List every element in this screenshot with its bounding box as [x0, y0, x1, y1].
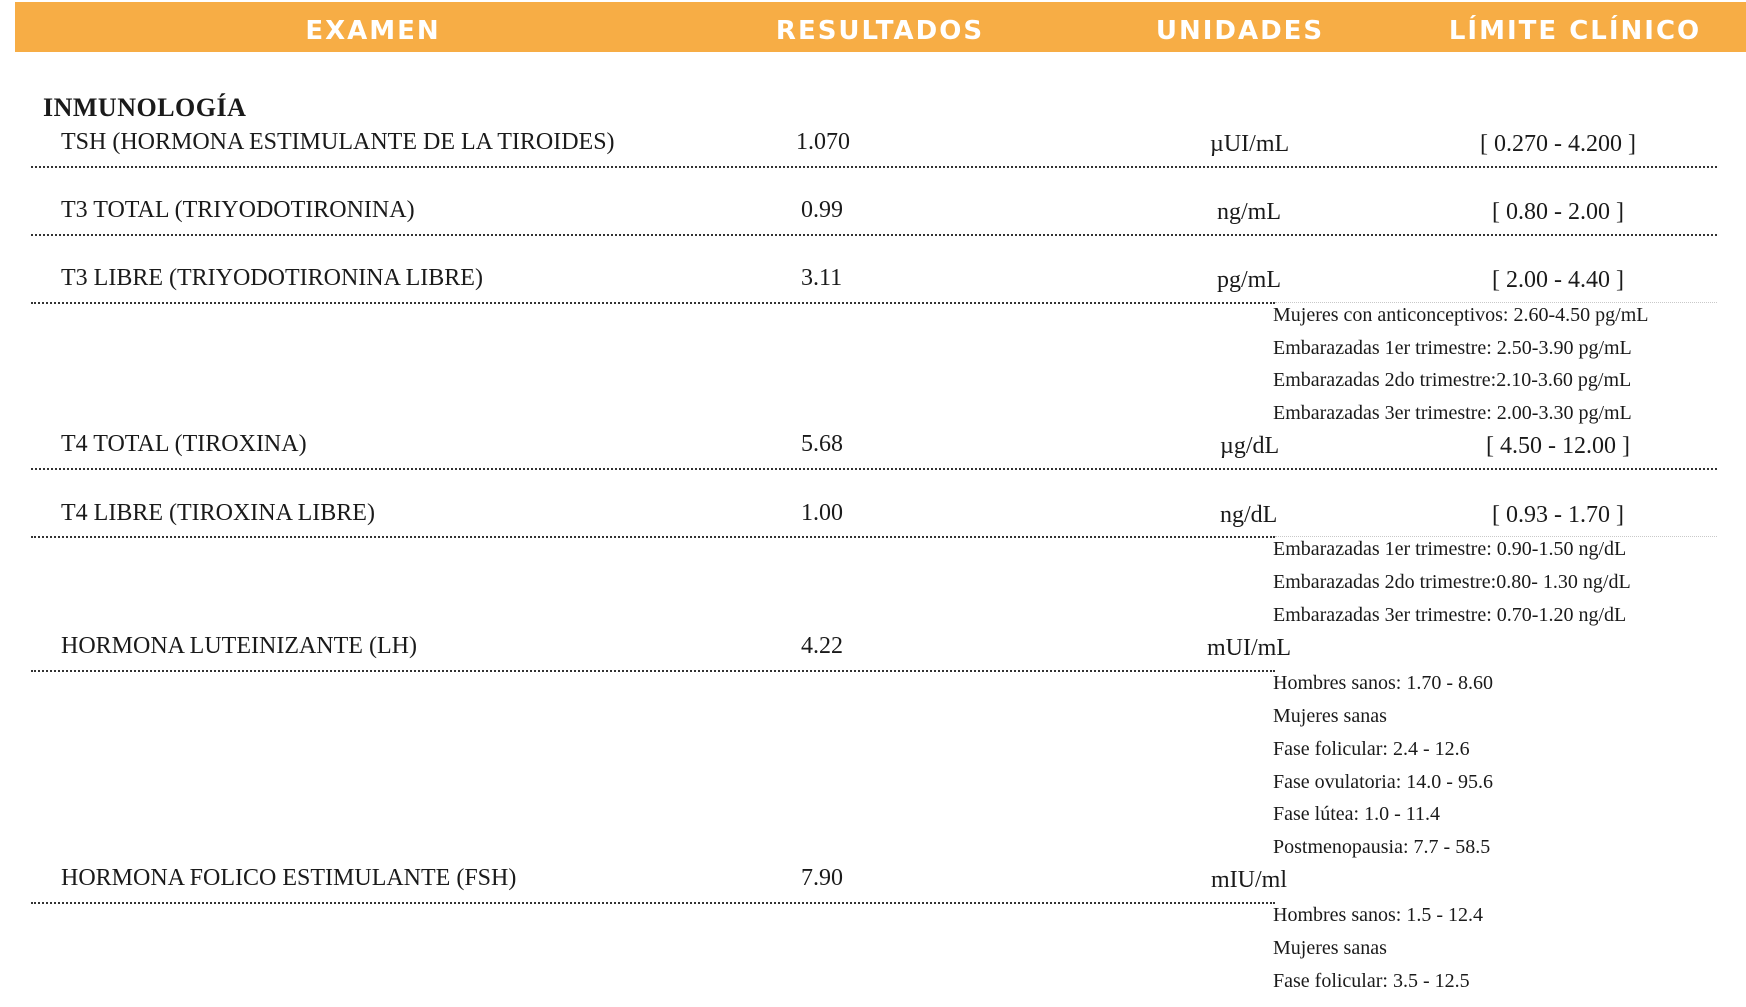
table-header — [15, 2, 1746, 52]
reference-note: Embarazadas 3er trimestre: 0.70-1.20 ng/dL — [1273, 604, 1627, 626]
exam-unit: µUI/mL — [1210, 131, 1290, 157]
reference-note: Embarazadas 2do trimestre:2.10-3.60 pg/mL — [1273, 369, 1632, 391]
row-divider — [31, 536, 1275, 538]
reference-note: Embarazadas 1er trimestre: 2.50-3.90 pg/mL — [1273, 337, 1632, 359]
exam-result: 7.90 — [801, 865, 843, 891]
reference-note: Hombres sanos: 1.5 - 12.4 — [1273, 904, 1483, 926]
exam-unit: ng/mL — [1217, 199, 1281, 225]
reference-note: Mujeres sanas — [1273, 937, 1387, 959]
exam-name: HORMONA LUTEINIZANTE (LH) — [61, 633, 417, 659]
exam-result: 5.68 — [801, 431, 843, 457]
reference-note: Embarazadas 2do trimestre:0.80- 1.30 ng/dL — [1273, 571, 1631, 593]
row-divider-faint — [1275, 536, 1717, 537]
exam-limit: [ 0.80 - 2.00 ] — [1492, 199, 1624, 225]
reference-note: Mujeres sanas — [1273, 705, 1387, 727]
reference-note: Embarazadas 3er trimestre: 2.00-3.30 pg/mL — [1273, 402, 1632, 424]
exam-unit: pg/mL — [1217, 267, 1281, 293]
exam-unit: µg/dL — [1220, 433, 1280, 459]
exam-name: TSH (HORMONA ESTIMULANTE DE LA TIROIDES) — [61, 129, 615, 155]
row-divider — [31, 166, 1717, 168]
row-divider — [31, 234, 1717, 236]
exam-unit: mUI/mL — [1207, 635, 1291, 661]
exam-result: 3.11 — [801, 265, 843, 291]
reference-note: Fase ovulatoria: 14.0 - 95.6 — [1273, 771, 1493, 793]
header-resultados: RESULTADOS — [775, 16, 985, 46]
reference-note: Embarazadas 1er trimestre: 0.90-1.50 ng/dL — [1273, 538, 1627, 560]
reference-note: Fase folicular: 2.4 - 12.6 — [1273, 738, 1470, 760]
reference-note: Fase lútea: 1.0 - 11.4 — [1273, 803, 1441, 825]
row-divider — [31, 670, 1275, 672]
exam-result: 4.22 — [801, 633, 843, 659]
reference-note: Mujeres con anticonceptivos: 2.60-4.50 pg/mL — [1273, 304, 1649, 326]
row-divider-faint — [1275, 302, 1717, 303]
reference-note: Hombres sanos: 1.70 - 8.60 — [1273, 672, 1493, 694]
header-examen: EXAMEN — [305, 16, 441, 46]
exam-result: 1.070 — [796, 129, 850, 155]
reference-note: Postmenopausia: 7.7 - 58.5 — [1273, 836, 1491, 858]
exam-result: 1.00 — [801, 500, 843, 526]
exam-limit: [ 4.50 - 12.00 ] — [1486, 433, 1630, 459]
exam-name: T4 LIBRE (TIROXINA LIBRE) — [61, 500, 375, 526]
row-divider — [31, 302, 1275, 304]
exam-name: HORMONA FOLICO ESTIMULANTE (FSH) — [61, 865, 517, 891]
row-divider — [31, 468, 1717, 470]
exam-limit: [ 0.270 - 4.200 ] — [1480, 131, 1636, 157]
exam-result: 0.99 — [801, 197, 843, 223]
exam-unit: mIU/ml — [1211, 867, 1287, 893]
header-limite-clinico: LÍMITE CLÍNICO — [1448, 16, 1702, 46]
exam-limit: [ 2.00 - 4.40 ] — [1492, 267, 1624, 293]
exam-limit: [ 0.93 - 1.70 ] — [1492, 502, 1624, 528]
exam-unit: ng/dL — [1220, 502, 1278, 528]
header-unidades: UNIDADES — [1155, 16, 1325, 46]
exam-name: T4 TOTAL (TIROXINA) — [61, 431, 307, 457]
exam-name: T3 LIBRE (TRIYODOTIRONINA LIBRE) — [61, 265, 483, 291]
exam-name: T3 TOTAL (TRIYODOTIRONINA) — [61, 197, 415, 223]
section-title: INMUNOLOGÍA — [43, 93, 247, 122]
reference-note: Fase folicular: 3.5 - 12.5 — [1273, 970, 1470, 992]
row-divider — [31, 902, 1275, 904]
